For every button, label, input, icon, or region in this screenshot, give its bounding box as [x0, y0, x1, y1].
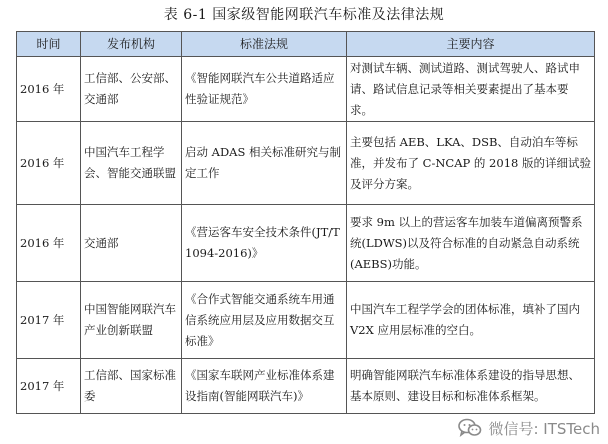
cell-standard: 《国家车联网产业标准体系建设指南(智能网联汽车)》	[182, 359, 347, 414]
cell-content: 对测试车辆、测试道路、测试驾驶人、路试申请、路试信息记录等相关要素提出了基本要求。	[347, 57, 595, 122]
cell-publisher: 中国汽车工程学会、智能交通联盟	[81, 122, 182, 205]
cell-standard: 《合作式智能交通系统车用通信系统应用层及应用数据交互标准》	[182, 282, 347, 359]
header-publisher: 发布机构	[81, 32, 182, 57]
cell-time: 2016 年	[17, 205, 81, 282]
cell-content: 要求 9m 以上的营运客车加装车道偏离预警系统(LDWS)以及符合标准的自动紧急自动系统(AEBS)功能。	[347, 205, 595, 282]
table-title: 表 6-1 国家级智能网联汽车标准及法律法规	[163, 7, 445, 23]
table-row	[17, 122, 595, 205]
wechat-watermark	[454, 416, 604, 440]
cell-publisher: 交通部	[81, 205, 182, 282]
watermark-text: 微信号: ITSTech	[488, 419, 600, 438]
cell-content: 主要包括 AEB、LKA、DSB、自动泊车等标准，并发布了 C-NCAP 的 2018 版的详细试验及评分方案。	[347, 122, 595, 205]
cell-time: 2017 年	[17, 282, 81, 359]
cell-time: 2016 年	[17, 57, 81, 122]
cell-content: 中国汽车工程学学会的团体标准，填补了国内 V2X 应用层标准的空白。	[347, 282, 595, 359]
table-row	[17, 359, 595, 414]
cell-standard: 《营运客车安全技术条件(JT/T1094-2016)》	[182, 205, 347, 282]
header-content: 主要内容	[347, 32, 595, 57]
cell-content: 明确智能网联汽车标准体系建设的指导思想、基本原则、建设目标和标准体系框架。	[347, 359, 595, 414]
table-row	[17, 282, 595, 359]
table-row	[17, 57, 595, 122]
cell-standard: 《智能网联汽车公共道路适应性验证规范》	[182, 57, 347, 122]
cell-publisher: 中国智能网联汽车产业创新联盟	[81, 282, 182, 359]
cell-publisher: 工信部、公安部、交通部	[81, 57, 182, 122]
cell-time: 2016 年	[17, 122, 81, 205]
regulations-table	[16, 31, 595, 414]
table-row	[17, 205, 595, 282]
cell-publisher: 工信部、国家标准委	[81, 359, 182, 414]
wechat-icon	[458, 418, 482, 438]
table-header-row	[17, 32, 595, 57]
header-time: 时间	[17, 32, 81, 57]
header-standard: 标准法规	[182, 32, 347, 57]
cell-standard: 启动 ADAS 相关标准研究与制定工作	[182, 122, 347, 205]
cell-time: 2017 年	[17, 359, 81, 414]
